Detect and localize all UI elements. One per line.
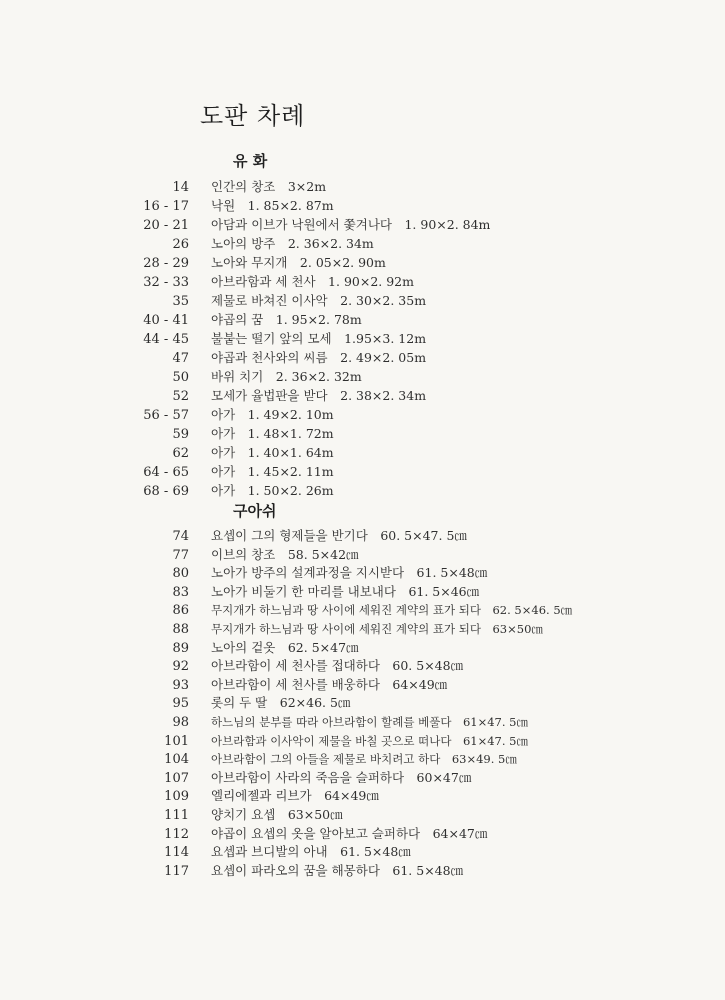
page-number: 83 bbox=[172, 584, 189, 600]
list-item bbox=[0, 825, 725, 844]
plate-title: 야곱의 꿈 1. 95×2. 78m bbox=[211, 312, 362, 327]
page-number: 47 bbox=[172, 351, 189, 366]
list-item bbox=[0, 196, 725, 215]
plate-title: 인간의 창조 3×2m bbox=[211, 179, 327, 194]
plate-title: 아가 1. 49×2. 10m bbox=[211, 407, 334, 422]
list-item bbox=[0, 639, 725, 658]
page-number: 93 bbox=[172, 677, 189, 693]
page-number: 26 bbox=[172, 237, 189, 252]
page-number: 86 bbox=[172, 603, 189, 619]
plate-title: 요셉이 그의 형제들을 반기다 60. 5×47. 5㎝ bbox=[211, 528, 467, 543]
list-item bbox=[0, 443, 725, 462]
page-number: 56 - 57 bbox=[143, 408, 189, 423]
page-number: 92 bbox=[172, 659, 189, 675]
page-number: 74 bbox=[172, 529, 189, 544]
page-number: 107 bbox=[164, 770, 189, 786]
page-number: 68 - 69 bbox=[143, 484, 189, 499]
page-number: 117 bbox=[164, 863, 189, 879]
page-number: 40 - 41 bbox=[143, 313, 189, 328]
page-number: 112 bbox=[164, 826, 189, 842]
page-number: 59 bbox=[172, 427, 189, 442]
page-number: 64 - 65 bbox=[143, 465, 189, 480]
plate-title: 아브라함과 세 천사 1. 90×2. 92m bbox=[211, 274, 414, 289]
list-item bbox=[0, 546, 725, 565]
page-number: 35 bbox=[172, 294, 189, 309]
page-title: 도판 차례 bbox=[200, 102, 306, 130]
page-number: 16 - 17 bbox=[143, 199, 189, 214]
plate-title: 아가 1. 45×2. 11m bbox=[211, 464, 334, 479]
page-number: 95 bbox=[172, 696, 189, 712]
list-item bbox=[0, 620, 725, 639]
page-number: 114 bbox=[164, 845, 189, 861]
plate-title: 제물로 바쳐진 이사악 2. 30×2. 35m bbox=[211, 293, 427, 308]
page-number: 80 bbox=[172, 566, 189, 582]
list-item bbox=[0, 215, 725, 234]
plate-title: 아가 1. 50×2. 26m bbox=[211, 483, 334, 498]
list-item bbox=[0, 310, 725, 329]
list-item bbox=[0, 386, 725, 405]
page-number: 14 bbox=[172, 180, 189, 195]
plate-title: 이브의 창조 58. 5×42㎝ bbox=[211, 546, 359, 562]
list-item bbox=[0, 787, 725, 806]
list-item bbox=[0, 583, 725, 602]
list-item bbox=[0, 862, 725, 881]
list-item bbox=[0, 367, 725, 386]
plate-title: 야곱과 천사와의 씨름 2. 49×2. 05m bbox=[211, 350, 427, 365]
list-item bbox=[0, 843, 725, 862]
list-item bbox=[0, 564, 725, 583]
page-number: 32 - 33 bbox=[143, 275, 189, 290]
plate-title: 모세가 율법판을 받다 2. 38×2. 34m bbox=[211, 388, 427, 403]
gouache-list bbox=[0, 527, 725, 880]
plate-title: 아담과 이브가 낙원에서 쫓겨나다 1. 90×2. 84m bbox=[211, 217, 491, 232]
page-number: 62 bbox=[172, 446, 189, 461]
page-number: 52 bbox=[172, 389, 189, 404]
list-item bbox=[0, 806, 725, 825]
page-number: 50 bbox=[172, 370, 189, 385]
plate-title: 무지개가 하느님과 땅 사이에 세워진 계약의 표가 되다 63×50㎝ bbox=[211, 621, 543, 636]
page-number: 89 bbox=[172, 640, 189, 656]
page-number: 44 - 45 bbox=[143, 332, 189, 347]
plate-title: 아브라함이 사라의 죽음을 슬퍼하다 60×47㎝ bbox=[211, 769, 472, 785]
list-item bbox=[0, 601, 725, 620]
plate-title: 무지개가 하느님과 땅 사이에 세워진 계약의 표가 되다 62. 5×46. 5㎝ bbox=[211, 603, 573, 618]
plate-title: 엘리에젤과 리브가 64×49㎝ bbox=[211, 788, 379, 804]
plate-title: 요셉과 브디발의 아내 61. 5×48㎝ bbox=[211, 844, 411, 860]
list-item bbox=[0, 769, 725, 788]
page-number: 20 - 21 bbox=[143, 218, 189, 233]
plate-title: 롯의 두 딸 62×46. 5㎝ bbox=[211, 695, 351, 711]
page-number: 109 bbox=[164, 789, 189, 805]
list-item bbox=[0, 732, 725, 751]
list-item bbox=[0, 462, 725, 481]
list-item bbox=[0, 348, 725, 367]
list-item bbox=[0, 527, 725, 546]
page-number: 101 bbox=[164, 733, 189, 749]
section-heading-gouache: 구아쉬 bbox=[233, 502, 277, 520]
page-number: 111 bbox=[164, 807, 189, 823]
plate-title: 아브라함이 세 천사를 배웅하다 64×49㎝ bbox=[211, 676, 448, 692]
list-item bbox=[0, 405, 725, 424]
list-item bbox=[0, 329, 725, 348]
plate-title: 노아와 무지개 2. 05×2. 90m bbox=[211, 255, 386, 270]
list-item bbox=[0, 713, 725, 732]
plate-title: 바위 치기 2. 36×2. 32m bbox=[211, 369, 362, 384]
oil-paintings-list bbox=[0, 177, 725, 500]
plate-title: 노아의 방주 2. 36×2. 34m bbox=[211, 236, 374, 251]
plate-title: 낙원 1. 85×2. 87m bbox=[211, 198, 334, 213]
plate-title: 아브라함이 세 천사를 접대하다 60. 5×48㎝ bbox=[211, 658, 464, 674]
plate-title: 불붙는 떨기 앞의 모세 1.95×3. 12m bbox=[211, 331, 427, 346]
page-number: 98 bbox=[172, 714, 189, 730]
section-heading-oil-paintings: 유 화 bbox=[233, 152, 268, 170]
plate-title: 요셉이 파라오의 꿈을 해몽하다 61. 5×48㎝ bbox=[211, 862, 464, 878]
list-item bbox=[0, 253, 725, 272]
plate-title: 노아가 방주의 설계과정을 지시받다 61. 5×48㎝ bbox=[211, 565, 488, 581]
page-number: 104 bbox=[164, 752, 189, 768]
list-item bbox=[0, 272, 725, 291]
list-item bbox=[0, 657, 725, 676]
plate-title: 노아의 겉옷 62. 5×47㎝ bbox=[211, 639, 359, 655]
plate-title: 아브라함과 이사악이 제물을 바칠 곳으로 떠나다 61×47. 5㎝ bbox=[211, 733, 528, 748]
plate-title: 하느님의 분부를 따라 아브라함이 할례를 베풀다 61×47. 5㎝ bbox=[211, 714, 528, 729]
plate-title: 야곱이 요셉의 옷을 알아보고 슬퍼하다 64×47㎝ bbox=[211, 825, 488, 841]
plate-title: 양치기 요셉 63×50㎝ bbox=[211, 806, 343, 822]
plate-title: 아가 1. 40×1. 64m bbox=[211, 445, 334, 460]
list-item bbox=[0, 676, 725, 695]
list-item bbox=[0, 481, 725, 500]
list-item bbox=[0, 291, 725, 310]
list-item bbox=[0, 750, 725, 769]
list-item bbox=[0, 424, 725, 443]
page-number: 28 - 29 bbox=[143, 256, 189, 271]
list-item bbox=[0, 234, 725, 253]
plate-title: 아브라함이 그의 아들을 제물로 바치려고 하다 63×49. 5㎝ bbox=[211, 752, 517, 767]
plate-title: 노아가 비둘기 한 마리를 내보내다 61. 5×46㎝ bbox=[211, 583, 480, 599]
plate-title: 아가 1. 48×1. 72m bbox=[211, 426, 334, 441]
list-item bbox=[0, 177, 725, 196]
page-number: 88 bbox=[172, 621, 189, 637]
list-item bbox=[0, 694, 725, 713]
page-number: 77 bbox=[172, 547, 189, 563]
